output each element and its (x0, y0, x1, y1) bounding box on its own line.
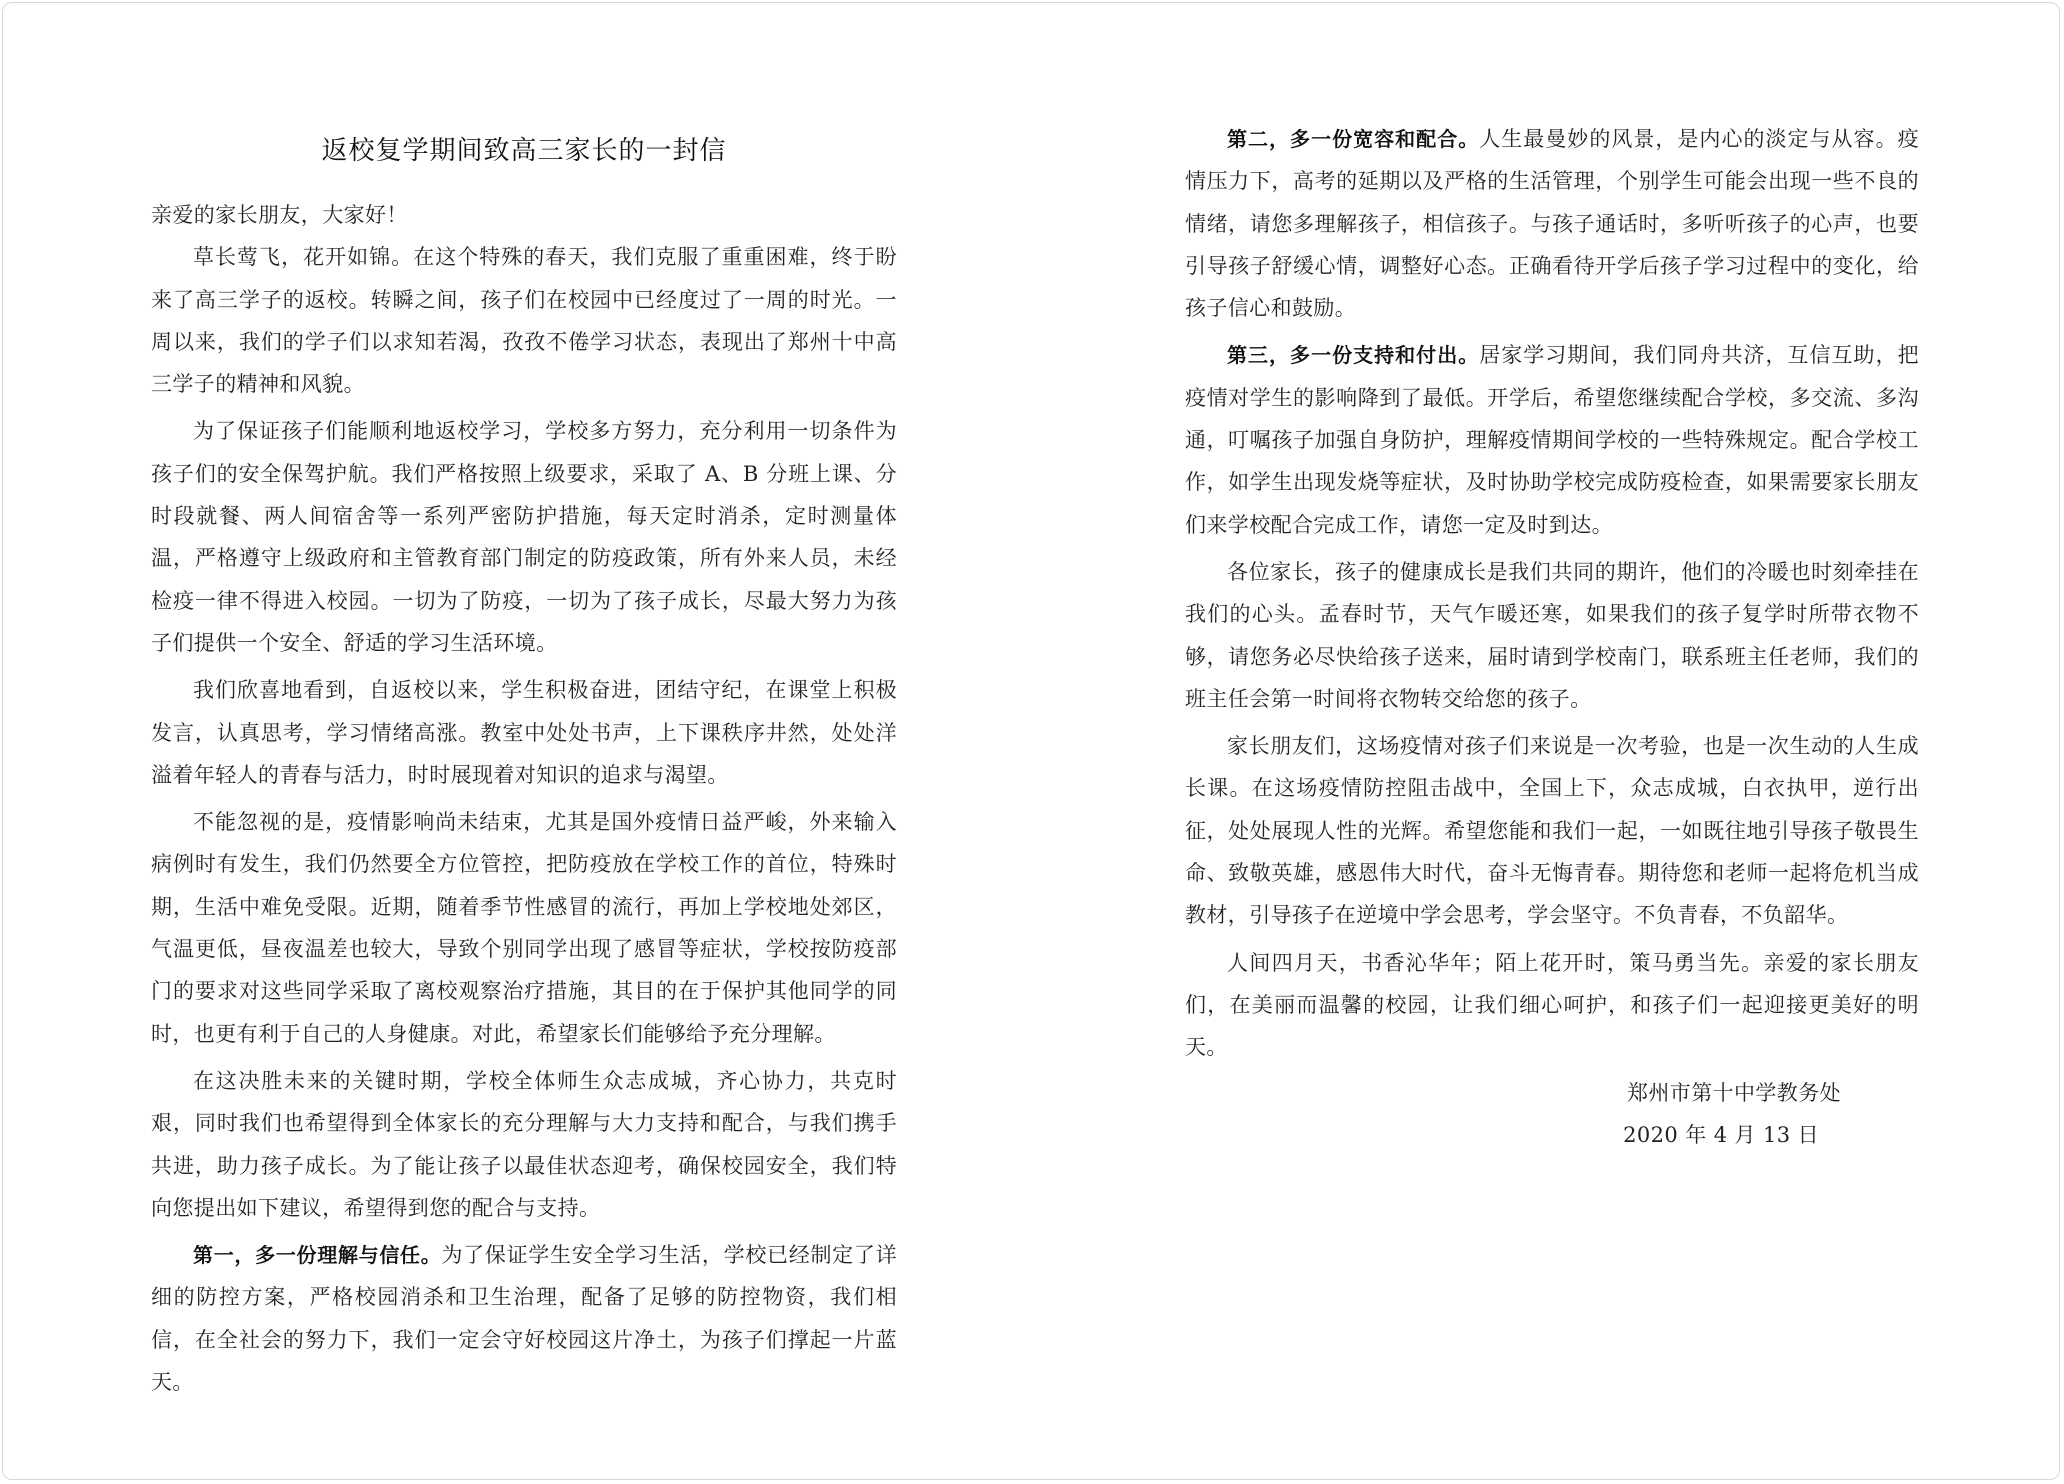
greeting: 亲爱的家长朋友，大家好！ (151, 203, 408, 227)
point-three-heading: 第三，多一份支持和付出。 (1227, 343, 1480, 368)
paragraph-safety-measures: 为了保证孩子们能顺利地返校学习，学校多方努力，充分利用一切条件为孩子们的安全保驾护航。我们严格按照上级要求，采取了 A、B 分班上课、分时段就餐、两人间宿舍等一系列严密防护措施，每天定时消杀，定时测量体温，严格遵守上级政府和主管教育部门制定的防疫政策，所有外来人员，未经检疫一律不得进入校园。一切为了防疫，一切为了孩子成长，尽最大努力为孩子们提供一个安全、舒适的学习生活环境。 (151, 419, 897, 655)
paragraph-point-two (1185, 118, 1919, 329)
paragraph-point-one (151, 1234, 897, 1403)
point-three-text: 居家学习期间，我们同舟共济，互信互助，把疫情对学生的影响降到了最低。开学后，希望您继续配合学校，多交流、多沟通，叮嘱孩子加强自身防护，理解疫情期间学校的一些特殊规定。配合学校工作，如学生出现发烧等症状，及时协助学校完成防疫检查，如果需要家长朋友们来学校配合完成工作，请您一定及时到达。 (1185, 343, 1919, 537)
paragraph-life-lesson: 家长朋友们，这场疫情对孩子们来说是一次考验，也是一次生动的人生成长课。在这场疫情防控阻击战中，全国上下，众志成城，白衣执甲，逆行出征，处处展现人性的光辉。希望您能和我们一起，一如既往地引导孩子敬畏生命、致敬英雄，感恩伟大时代，奋斗无悔青春。期待您和老师一起将危机当成教材，引导孩子在逆境中学会思考，学会坚守。不负青春，不负韶华。 (1185, 734, 1919, 928)
point-two-heading: 第二，多一份宽容和配合。 (1227, 127, 1480, 151)
signature-issuer: 郑州市第十中学教务处 (1627, 1081, 1841, 1105)
paragraph-call-for-support: 在这决胜未来的关键时期，学校全体师生众志成城，齐心协力，共克时艰，同时我们也希望得到全体家长的充分理解与大力支持和配合，与我们携手共进，助力孩子成长。为了能让孩子以最佳状态迎考，确保校园安全，我们特向您提出如下建议，希望得到您的配合与支持。 (151, 1068, 897, 1220)
paragraph-clothing: 各位家长，孩子的健康成长是我们共同的期许，他们的冷暖也时刻牵挂在我们的心头。孟春时节，天气乍暖还寒，如果我们的孩子复学时所带衣物不够，请您务必尽快给孩子送来，届时请到学校南门，联系班主任老师，我们的班主任会第一时间将衣物转交给您的孩子。 (1185, 559, 1919, 711)
paragraph-student-progress: 我们欣喜地看到，自返校以来，学生积极奋进，团结守纪，在课堂上积极发言，认真思考，学习情绪高涨。教室中处处书声，上下课秩序井然，处处洋溢着年轻人的青春与活力，时时展现着对知识的追求与渴望。 (151, 678, 897, 787)
point-two-text: 人生最曼妙的风景，是内心的淡定与从容。疫情压力下，高考的延期以及严格的生活管理，个别学生可能会出现一些不良的情绪，请您多理解孩子，相信孩子。与孩子通话时，多听听孩子的心声，也要引导孩子舒缓心情，调整好心态。正确看待开学后孩子学习过程中的变化，给孩子信心和鼓励。 (1185, 127, 1919, 321)
document-frame (2, 2, 2060, 1480)
paragraph-opening: 草长莺飞，花开如锦。在这个特殊的春天，我们克服了重重困难，终于盼来了高三学子的返校。转瞬之间，孩子们在校园中已经度过了一周的时光。一周以来，我们的学子们以求知若渴，孜孜不倦学习状态，表现出了郑州十中高三学子的精神和风貌。 (151, 245, 897, 397)
letter-title: 返校复学期间致高三家长的一封信 (321, 136, 727, 166)
right-page-body (1185, 118, 1919, 1069)
signature-block (1185, 1072, 1919, 1157)
point-one-text: 为了保证学生安全学习生活，学校已经制定了详细的防控方案，严格校园消杀和卫生治理，配备了足够的防控物资，我们相信，在全社会的努力下，我们一定会守好校园这片净土，为孩子们撑起一片蓝天。 (151, 1243, 897, 1395)
left-page-body (151, 194, 897, 1403)
signature-date: 2020 年 4 月 13 日 (1623, 1123, 1819, 1148)
paragraph-epidemic-control: 不能忽视的是，疫情影响尚未结束，尤其是国外疫情日益严峻，外来输入病例时有发生，我们仍然要全方位管控，把防疫放在学校工作的首位，特殊时期，生活中难免受限。近期，随着季节性感冒的流行，再加上学校地处郊区，气温更低，昼夜温差也较大，导致个别同学出现了感冒等症状，学校按防疫部门的要求对这些同学采取了离校观察治疗措施，其目的在于保护其他同学的同时，也更有利于自己的人身健康。对此，希望家长们能够给予充分理解。 (151, 810, 897, 1046)
paragraph-point-three (1185, 334, 1919, 545)
paragraph-closing: 人间四月天，书香沁华年；陌上花开时，策马勇当先。亲爱的家长朋友们，在美丽而温馨的校园，让我们细心呵护，和孩子们一起迎接更美好的明天。 (1185, 950, 1919, 1060)
point-one-heading: 第一，多一份理解与信任。 (193, 1243, 442, 1268)
